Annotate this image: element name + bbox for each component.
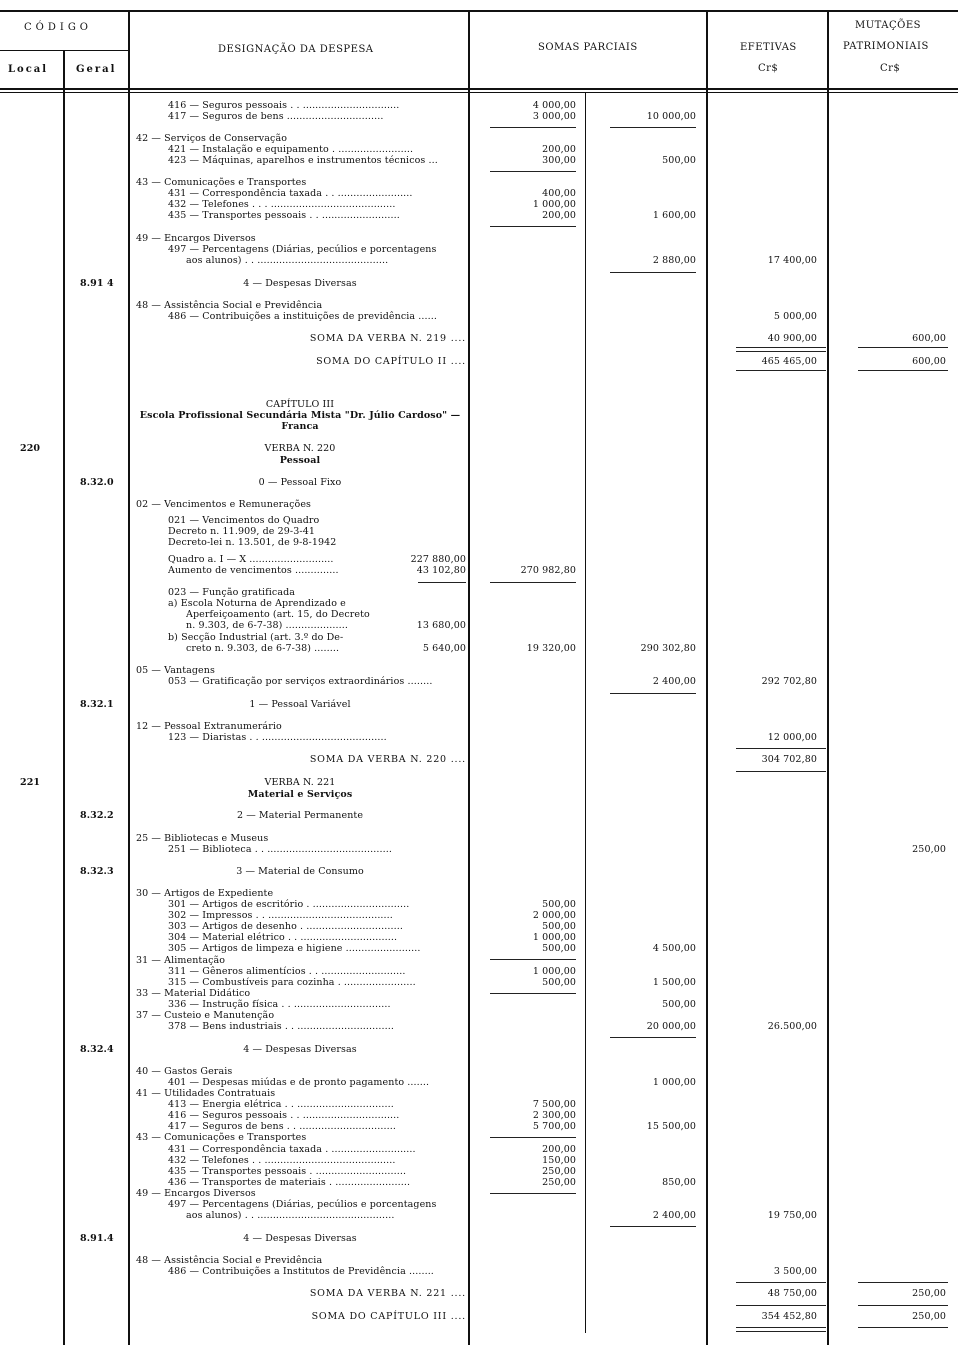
row-description: 123 — Diaristas . . ........................................: [168, 732, 387, 743]
value-ef: 292 702,80: [761, 676, 817, 687]
value-p1: 1 000,00: [532, 966, 576, 977]
soma-label: SOMA DO CAPÍTULO II ....: [316, 356, 466, 367]
row-description: 432 — Telefones . . ..........................................: [168, 1155, 396, 1166]
row-description: 023 — Função gratificada: [168, 587, 296, 598]
value-p1: 1 000,00: [532, 199, 576, 210]
row-description: a) Escola Noturna de Aprendizado e: [168, 598, 346, 609]
value-p1: 3 000,00: [532, 111, 576, 122]
row-description: 33 — Material Didático: [136, 988, 251, 999]
codigo-local: 221: [20, 777, 41, 788]
header-mutacoes-1: MUTAÇÕES: [855, 20, 922, 31]
header-codigo: CÓDIGO: [24, 22, 93, 33]
value-p2: 2 400,00: [652, 1210, 696, 1221]
codigo-geral: 8.32.3: [80, 866, 114, 877]
value-p2: 500,00: [662, 155, 696, 166]
row-description: 251 — Biblioteca . . ........................................: [168, 844, 392, 855]
value-ef: 19 750,00: [767, 1210, 817, 1221]
row-description: Decreto n. 11.909, de 29-3-41: [168, 526, 315, 537]
header-designacao: DESIGNAÇÃO DA DESPESA: [218, 44, 374, 55]
value-p1: 19 320,00: [526, 643, 576, 654]
soma-label: SOMA DO CAPÍTULO III ....: [311, 1311, 466, 1322]
row-description: 021 — Vencimentos do Quadro: [168, 515, 320, 526]
header-mutacoes-2: PATRIMONIAIS: [843, 41, 929, 52]
row-description: 31 — Alimentação: [136, 955, 226, 966]
row-description: 43 — Comunicações e Transportes: [136, 1132, 307, 1143]
row-description: 413 — Energia elétrica . . ...............................: [168, 1099, 394, 1110]
row-description: 4 — Despesas Diversas: [243, 1233, 357, 1244]
value-ef: 465 465,00: [761, 356, 817, 367]
header-local: Local: [8, 64, 49, 75]
value-mut: 250,00: [912, 844, 946, 855]
row-description: 43 — Comunicações e Transportes: [136, 177, 307, 188]
row-description: 401 — Despesas miúdas e de pronto pagamento .......: [168, 1077, 430, 1088]
value-p2: 2 880,00: [652, 255, 696, 266]
value-ef: 26.500,00: [767, 1021, 817, 1032]
value-p1: 200,00: [542, 210, 576, 221]
row-description: 435 — Transportes pessoais . .............................: [168, 1166, 407, 1177]
row-description: Quadro a. I — X ...........................: [168, 554, 334, 565]
col-line-desc: [468, 12, 470, 1345]
codigo-geral: 8.32.0: [80, 477, 114, 488]
subtotal-rule: [490, 1193, 576, 1194]
row-description: Material e Serviços: [247, 789, 353, 800]
value-ef: 48 750,00: [767, 1288, 817, 1299]
value-p1: 300,00: [542, 155, 576, 166]
subtotal-rule: [736, 1282, 826, 1283]
header-geral: Geral: [76, 64, 117, 75]
codigo-geral: 8.32.4: [80, 1044, 114, 1055]
subtotal-rule: [736, 1331, 826, 1332]
row-description: Aumento de vencimentos ..............: [168, 565, 339, 576]
row-description: 486 — Contribuições a Institutos de Previdência ........: [168, 1266, 434, 1277]
row-description: 417 — Seguros de bens ...............................: [168, 111, 384, 122]
subtotal-rule: [490, 1137, 576, 1138]
subtotal-rule: [490, 226, 576, 227]
subtotal-rule: [858, 1282, 948, 1283]
row-description: 378 — Bens industriais . . ...............................: [168, 1021, 395, 1032]
value-p2: 500,00: [662, 999, 696, 1010]
value-p1: 1 000,00: [532, 932, 576, 943]
row-description: 4 — Despesas Diversas: [243, 1044, 357, 1055]
subtotal-rule: [736, 370, 826, 371]
value-ef: 3 500,00: [773, 1266, 817, 1277]
row-description: 12 — Pessoal Extranumerário: [136, 721, 282, 732]
row-description: 42 — Serviços de Conservação: [136, 133, 288, 144]
row-description: 48 — Assistência Social e Previdência: [136, 300, 323, 311]
subtotal-rule: [736, 771, 826, 772]
row-description: 053 — Gratificação por serviços extraordinários ........: [168, 676, 433, 687]
subtotal-rule: [610, 693, 696, 694]
value-ef: 5 000,00: [773, 311, 817, 322]
value-p2: 1 600,00: [652, 210, 696, 221]
codigo-geral: 8.91 4: [80, 278, 114, 289]
row-description: 40 — Gastos Gerais: [136, 1066, 233, 1077]
subtotal-rule: [858, 347, 948, 348]
row-description: 435 — Transportes pessoais . . .........................: [168, 210, 400, 221]
row-description: 304 — Material elétrico . . ...............................: [168, 932, 398, 943]
value-p1: 500,00: [542, 977, 576, 988]
row-description: 0 — Pessoal Fixo: [258, 477, 342, 488]
row-description: 25 — Bibliotecas e Museus: [136, 833, 269, 844]
row-description: 30 — Artigos de Expediente: [136, 888, 274, 899]
subtotal-rule: [736, 748, 826, 749]
row-description: CAPÍTULO III: [265, 399, 335, 410]
value-p2: 850,00: [662, 1177, 696, 1188]
row-description: 301 — Artigos de escritório . ...............................: [168, 899, 410, 910]
row-description: 303 — Artigos de desenho . ...............................: [168, 921, 403, 932]
col-line-geral: [128, 12, 130, 1345]
row-description: creto n. 9.303, de 6-7-38) ........: [186, 643, 340, 654]
row-description: 486 — Contribuições a instituições de previdência ......: [168, 311, 438, 322]
subtotal-rule: [736, 1327, 826, 1328]
row-description: 497 — Percentagens (Diárias, pecúlios e porcentagens: [168, 244, 437, 255]
row-description: 49 — Encargos Diversos: [136, 1188, 256, 1199]
row-description: 436 — Transportes de materiais . ........................: [168, 1177, 411, 1188]
value-mut: 600,00: [912, 333, 946, 344]
row-description: 416 — Seguros pessoais . . ...............................: [168, 1110, 400, 1121]
row-description: n. 9.303, de 6-7-38) ....................: [186, 620, 348, 631]
row-description: 1 — Pessoal Variável: [249, 699, 351, 710]
row-description: 05 — Vantagens: [136, 665, 215, 676]
subtotal-rule: [736, 347, 826, 348]
codigo-geral: 8.91.4: [80, 1233, 114, 1244]
subtotal-rule: [736, 1305, 826, 1306]
row-description: aos alunos) . . ............................................: [186, 1210, 395, 1221]
value-ef: 12 000,00: [767, 732, 817, 743]
subtotal-rule: [610, 272, 696, 273]
row-description: 37 — Custeio e Manutenção: [136, 1010, 275, 1021]
row-description: 02 — Vencimentos e Remunerações: [136, 499, 312, 510]
subtotal-rule: [490, 127, 576, 128]
value-p1: 2 300,00: [532, 1110, 576, 1121]
col-line-somas-inner: [585, 93, 586, 1333]
row-description: 3 — Material de Consumo: [236, 866, 364, 877]
subtotal-rule: [858, 1327, 948, 1328]
soma-label: SOMA DA VERBA N. 220 ....: [309, 754, 466, 765]
row-description: b) Secção Industrial (art. 3.º do De-: [168, 632, 344, 643]
value-mut: 250,00: [912, 1311, 946, 1322]
row-description: 2 — Material Permanente: [236, 810, 364, 821]
value-p1: 5 700,00: [532, 1121, 576, 1132]
subtotal-rule: [858, 1305, 948, 1306]
value-p1: 500,00: [542, 921, 576, 932]
value-p1: 400,00: [542, 188, 576, 199]
codigo-local: 220: [20, 443, 41, 454]
value-ef: 17 400,00: [767, 255, 817, 266]
value-ef: 40 900,00: [767, 333, 817, 344]
row-description: Escola Profissional Secundária Mista "Dr. Júlio Cardoso" —: [139, 410, 461, 421]
subtotal-rule: [490, 959, 576, 960]
value-p0: 13 680,00: [416, 620, 466, 631]
row-description: 315 — Combustíveis para cozinha . .......................: [168, 977, 416, 988]
value-p1: 200,00: [542, 144, 576, 155]
value-p1: 250,00: [542, 1177, 576, 1188]
value-p1: 2 000,00: [532, 910, 576, 921]
subtotal-rule: [736, 351, 826, 352]
header-bottom-border: [0, 88, 958, 90]
subtotal-rule: [610, 1037, 696, 1038]
col-line-somas: [706, 12, 708, 1345]
value-p2: 4 500,00: [652, 943, 696, 954]
row-description: Franca: [281, 421, 319, 432]
value-p0: 227 880,00: [410, 554, 466, 565]
subtotal-rule: [490, 171, 576, 172]
codigo-geral: 8.32.2: [80, 810, 114, 821]
subtotal-rule: [490, 582, 576, 583]
row-description: Decreto-lei n. 13.501, de 9-8-1942: [168, 537, 337, 548]
value-p2: 2 400,00: [652, 676, 696, 687]
value-p2: 1 000,00: [652, 1077, 696, 1088]
value-p1: 200,00: [542, 1144, 576, 1155]
value-ef: 304 702,80: [761, 754, 817, 765]
row-description: 416 — Seguros pessoais . . ...............................: [168, 100, 400, 111]
value-p1: 270 982,80: [520, 565, 576, 576]
header-mutacoes-unit: Cr$: [880, 63, 901, 74]
row-description: 302 — Impressos . . ........................................: [168, 910, 393, 921]
header-bottom-border-2: [0, 92, 958, 93]
row-description: 48 — Assistência Social e Previdência: [136, 1255, 323, 1266]
row-description: 431 — Correspondência taxada . . ........................: [168, 188, 413, 199]
row-description: VERBA N. 220: [264, 443, 336, 454]
row-description: 305 — Artigos de limpeza e higiene ........................: [168, 943, 421, 954]
header-efetivas: EFETIVAS: [740, 42, 797, 53]
row-description: Pessoal: [279, 455, 321, 466]
subtotal-rule: [610, 127, 696, 128]
value-p2: 15 500,00: [646, 1121, 696, 1132]
row-description: aos alunos) . . ..........................................: [186, 255, 389, 266]
value-ef: 354 452,80: [761, 1311, 817, 1322]
row-description: 423 — Máquinas, aparelhos e instrumentos técnicos ...: [168, 155, 438, 166]
header-efetivas-unit: Cr$: [758, 63, 779, 74]
col-line-local: [63, 50, 65, 1345]
top-border: [0, 10, 958, 12]
value-mut: 250,00: [912, 1288, 946, 1299]
row-description: 49 — Encargos Diversos: [136, 233, 256, 244]
value-p2: 290 302,80: [640, 643, 696, 654]
value-mut: 600,00: [912, 356, 946, 367]
row-description: 431 — Correspondência taxada . ...........................: [168, 1144, 416, 1155]
codigo-geral: 8.32.1: [80, 699, 114, 710]
row-description: 417 — Seguros de bens . . ...............................: [168, 1121, 396, 1132]
subtotal-rule: [610, 1226, 696, 1227]
value-p1: 150,00: [542, 1155, 576, 1166]
col-line-efetivas: [827, 12, 829, 1345]
subtotal-rule: [858, 370, 948, 371]
soma-label: SOMA DA VERBA N. 221 ....: [309, 1288, 466, 1299]
value-p2: 10 000,00: [646, 111, 696, 122]
row-description: 432 — Telefones . . . ........................................: [168, 199, 396, 210]
value-p1: 500,00: [542, 899, 576, 910]
value-p0: 43 102,80: [416, 565, 466, 576]
value-p2: 1 500,00: [652, 977, 696, 988]
subtotal-rule: [418, 582, 466, 583]
value-p1: 500,00: [542, 943, 576, 954]
row-description: 4 — Despesas Diversas: [243, 278, 357, 289]
row-description: 497 — Percentagens (Diárias, pecúlios e porcentagens: [168, 1199, 437, 1210]
row-description: Aperfeiçoamento (art. 15, do Decreto: [186, 609, 370, 620]
header-somas: SOMAS PARCIAIS: [538, 42, 638, 53]
value-p1: 7 500,00: [532, 1099, 576, 1110]
row-description: 421 — Instalação e equipamento . ........................: [168, 144, 414, 155]
soma-label: SOMA DA VERBA N. 219 ....: [309, 333, 466, 344]
value-p1: 250,00: [542, 1166, 576, 1177]
value-p2: 20 000,00: [646, 1021, 696, 1032]
subtotal-rule: [490, 993, 576, 994]
row-description: 336 — Instrução física . . ...............................: [168, 999, 391, 1010]
row-description: VERBA N. 221: [264, 777, 336, 788]
row-description: 311 — Gêneros alimentícios . . ...........................: [168, 966, 406, 977]
value-p0: 5 640,00: [422, 643, 466, 654]
row-description: 41 — Utilidades Contratuais: [136, 1088, 276, 1099]
value-p1: 4 000,00: [532, 100, 576, 111]
